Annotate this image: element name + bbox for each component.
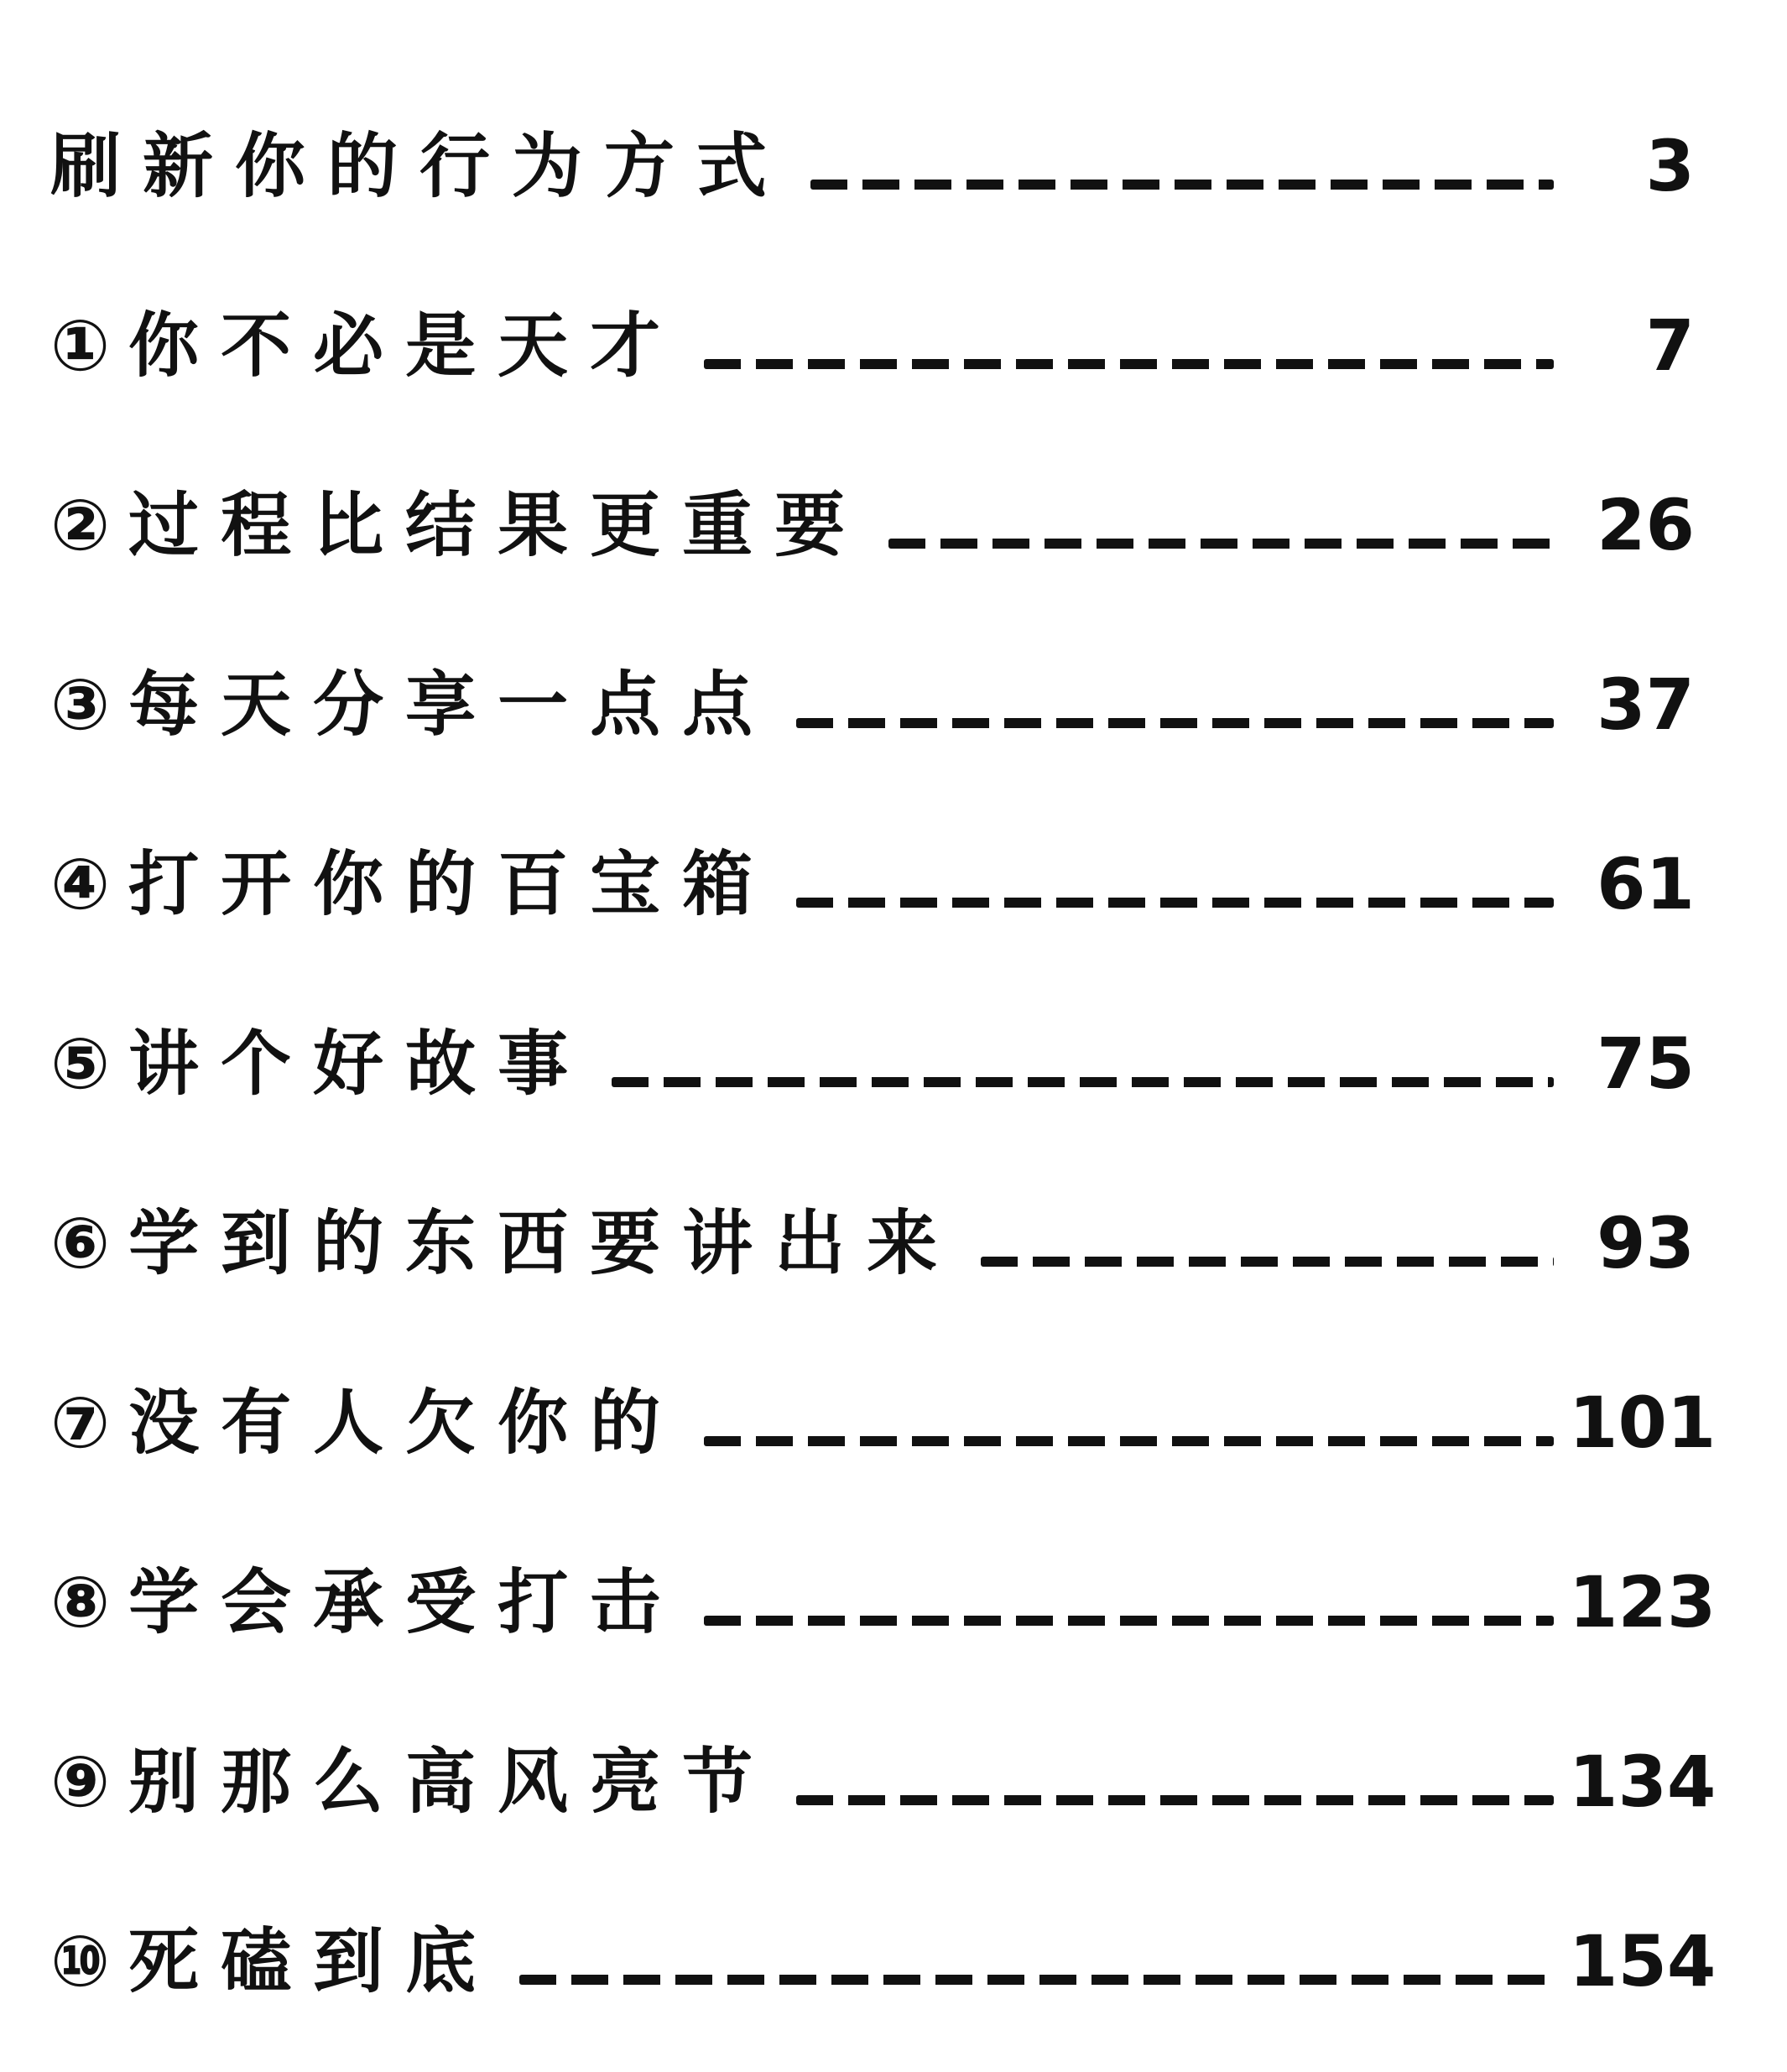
dotted-leader	[704, 359, 1554, 369]
toc-entry-number: ④	[50, 843, 111, 925]
toc-entry-page: 61	[1597, 843, 1695, 925]
toc-entry-title: 打开你的百宝箱	[128, 843, 775, 925]
toc-entry-title: 别那么高风亮节	[128, 1741, 775, 1823]
table-of-contents	[50, 75, 1717, 2002]
toc-entry-title: 每天分享一点点	[128, 664, 775, 746]
toc-entry-6	[50, 1099, 1695, 1284]
toc-entry-2	[50, 381, 1695, 566]
toc-entry-number: ③	[50, 664, 111, 746]
toc-entry-title: 学会承受打击	[128, 1561, 683, 1643]
toc-entry-number: ①	[50, 305, 111, 387]
dotted-leader	[519, 1975, 1554, 1985]
toc-entry-page: 3	[1645, 125, 1695, 207]
toc-entry-number: ②	[50, 484, 111, 566]
dotted-leader	[796, 898, 1554, 908]
toc-entry-title: 学到的东西要讲出来	[128, 1202, 960, 1284]
toc-entry-intro	[50, 75, 1695, 207]
toc-entry-page: 134	[1569, 1741, 1717, 1823]
toc-entry-page: 7	[1645, 305, 1695, 387]
toc-entry-5	[50, 919, 1695, 1105]
toc-entry-page: 26	[1597, 484, 1695, 566]
dotted-leader	[704, 1616, 1554, 1626]
toc-entry-title: 死磕到底	[128, 1920, 498, 2002]
dotted-leader	[612, 1077, 1554, 1087]
toc-entry-title: 没有人欠你的	[128, 1382, 683, 1464]
toc-entry-title: 刷新你的行为方式	[50, 125, 789, 207]
toc-entry-page: 123	[1569, 1561, 1717, 1643]
toc-entry-page: 75	[1597, 1023, 1695, 1105]
toc-entry-number: ⑥	[50, 1202, 111, 1284]
toc-entry-9	[50, 1637, 1717, 1823]
dotted-leader	[981, 1257, 1554, 1267]
toc-entry-title: 讲个好故事	[128, 1023, 591, 1105]
dotted-leader	[704, 1436, 1554, 1446]
dotted-leader	[796, 718, 1554, 728]
toc-entry-number: ⑩	[50, 1920, 111, 2002]
toc-entry-4	[50, 740, 1695, 925]
toc-entry-number: ⑧	[50, 1561, 111, 1643]
toc-entry-title: 过程比结果更重要	[128, 484, 867, 566]
dotted-leader	[796, 1795, 1554, 1805]
dotted-leader	[888, 539, 1554, 549]
toc-entry-1	[50, 201, 1695, 387]
toc-entry-8	[50, 1458, 1717, 1643]
dotted-leader	[810, 180, 1554, 190]
toc-entry-title: 你不必是天才	[128, 305, 683, 387]
toc-entry-page: 93	[1597, 1202, 1695, 1284]
toc-entry-number: ⑨	[50, 1741, 111, 1823]
toc-entry-page: 101	[1569, 1382, 1717, 1464]
toc-entry-10	[50, 1817, 1717, 2002]
toc-entry-number: ⑤	[50, 1023, 111, 1105]
toc-entry-3	[50, 560, 1695, 746]
toc-entry-page: 154	[1569, 1920, 1717, 2002]
toc-entry-number: ⑦	[50, 1382, 111, 1464]
toc-entry-7	[50, 1278, 1717, 1464]
toc-entry-page: 37	[1597, 664, 1695, 746]
